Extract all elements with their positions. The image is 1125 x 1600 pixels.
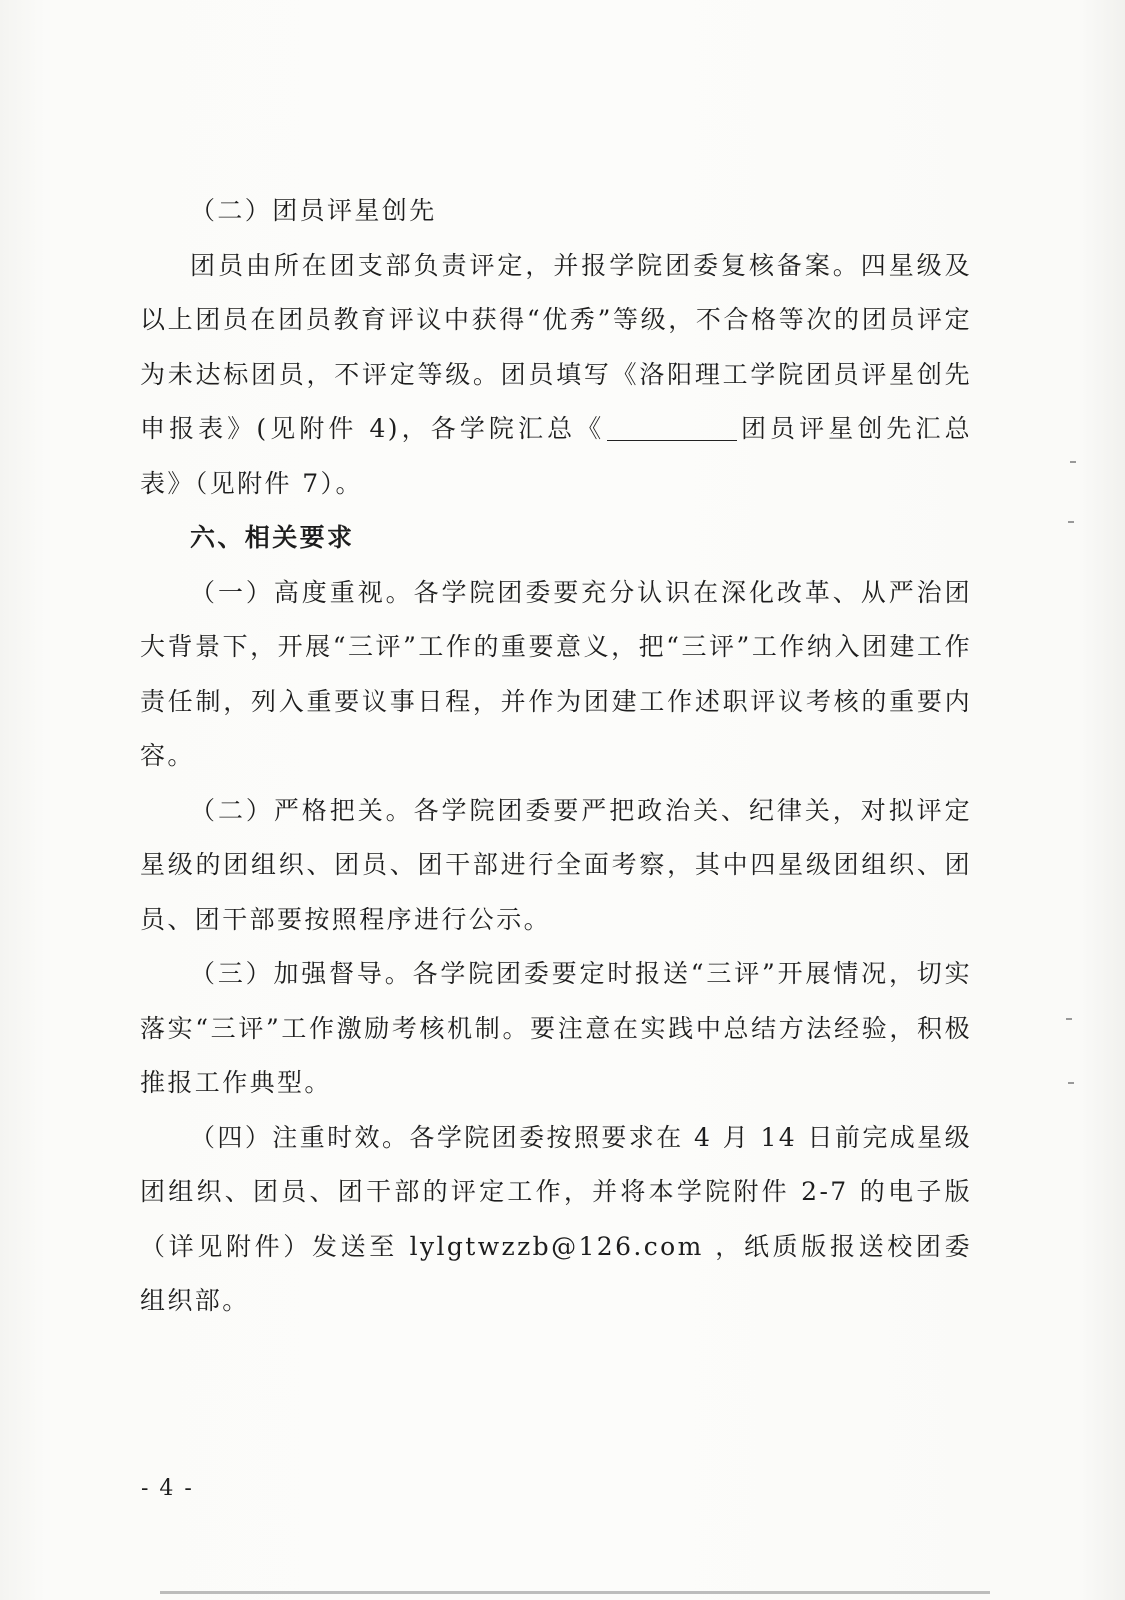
scan-speck bbox=[1066, 1018, 1072, 1020]
scan-speck bbox=[1070, 461, 1076, 463]
requirement-paragraph-1: （一）高度重视。各学院团委要充分认识在深化改革、从严治团大背景下，开展“三评”工作的重要意义，把“三评”工作纳入团建工作责任制，列入重要议事日程，并作为团建工作述职评议考核的重要内容。 bbox=[140, 577, 972, 770]
paragraph-member-stars bbox=[140, 239, 972, 512]
page-number: - 4 - bbox=[141, 1476, 194, 1501]
fill-in-blank bbox=[607, 412, 737, 441]
subsection-heading-member-stars: （二）团员评星创先 bbox=[190, 196, 437, 225]
requirement-paragraph-3: （三）加强督导。各学院团委要定时报送“三评”开展情况，切实落实“三评”工作激励考核机制。要注意在实践中总结方法经验，积极推报工作典型。 bbox=[140, 959, 972, 1097]
requirement-paragraph-4: （四）注重时效。各学院团委按照要求在 4 月 14 日前完成星级团组织、团员、团干部的评定工作，并将本学院附件 2-7 的电子版（详见附件）发送至 lylgtwzzb@126.com ，纸质版报送校团委组织部。 bbox=[140, 1122, 972, 1315]
paragraph-member-stars-part2: 团员评星创先汇总表》（见附件 7）。 bbox=[140, 414, 972, 498]
scan-speck bbox=[1068, 521, 1074, 523]
requirement-paragraph-2: （二）严格把关。各学院团委要严把政治关、纪律关，对拟评定星级的团组织、团员、团干部进行全面考察，其中四星级团组织、团员、团干部要按照程序进行公示。 bbox=[140, 795, 972, 934]
paragraph-member-stars-part1: 团员由所在团支部负责评定，并报学院团委复核备案。四星级及以上团员在团员教育评议中获得“优秀”等级，不合格等次的团员评定为未达标团员，不评定等级。团员填写《洛阳理工学院团员评星创先申报表》(见附件 4)，各学院汇总《 bbox=[140, 250, 972, 443]
scan-speck bbox=[1068, 1082, 1074, 1084]
document-body bbox=[140, 184, 972, 1329]
scan-bottom-edge bbox=[160, 1591, 990, 1594]
section-heading-requirements: 六、相关要求 bbox=[190, 523, 355, 552]
